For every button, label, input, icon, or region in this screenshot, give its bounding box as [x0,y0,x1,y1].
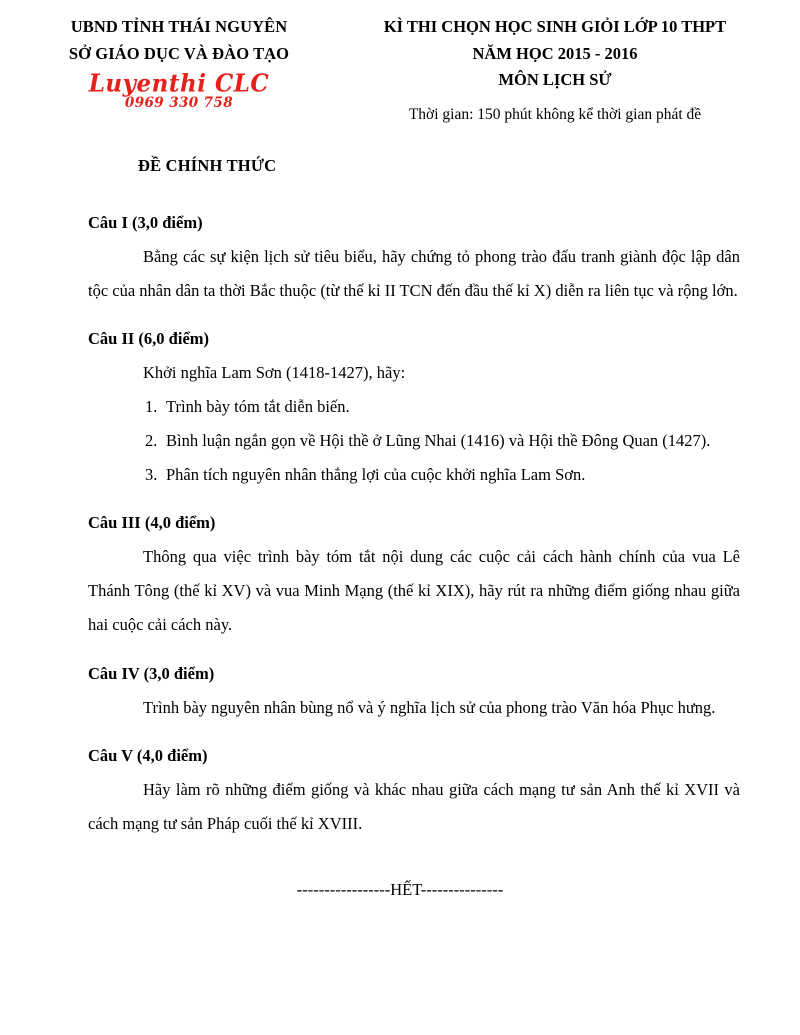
question-title: Câu I (3,0 điểm) [88,212,203,232]
official-exam-label: ĐỀ CHÍNH THỨC [138,155,277,175]
document-header [0,0,800,128]
sub-item-text: Phân tích nguyên nhân thắng lợi của cuộc khởi nghĩa Lam Sơn. [166,464,586,484]
question-paragraph: Bằng các sự kiện lịch sử tiêu biểu, hãy chứng tỏ phong trào đấu tranh giành độc lập dân tộc của nhân dân ta thời Bắc thuộc (từ thế kỉ II TCN đến đầu thế kỉ X) diễn ra liên tục và rộng lớn. [88,246,740,300]
question-paragraph: Thông qua việc trình bày tóm tắt nội dung các cuộc cải cách hành chính của vua Lê Thánh Tông (thế kỉ XV) và vua Minh Mạng (thế kỉ XIX), hãy rút ra những điểm giống nhau giữa hai cuộc cải cách này. [88,547,740,634]
authority-line-1: UBND TỈNH THÁI NGUYÊN [70,17,288,36]
question-title: Câu III (4,0 điểm) [88,513,216,533]
end-of-exam-marker: -----------------HẾT--------------- [296,879,504,899]
question-intro: Khởi nghĩa Lam Sơn (1418-1427), hãy: [143,363,406,383]
question-sub-item [88,458,740,492]
logo-phone-number: 0969 330 758 [124,95,234,112]
question-block [88,322,740,491]
sub-item-text: Trình bày tóm tắt diễn biến. [166,397,350,417]
sub-item-number: 1. [145,397,158,417]
questions-container [0,206,800,841]
question-paragraph: Hãy làm rõ những điểm giống và khác nhau giữa cách mạng tư sản Anh thế kỉ XVII và cách mạng tư sản Pháp cuối thế kỉ XVIII. [88,780,740,833]
question-sub-item [88,424,740,458]
exam-title-line-2: NĂM HỌC 2015 - 2016 [472,43,638,63]
question-block [88,206,740,307]
luyenthi-clc-logo [18,69,340,112]
question-paragraph: Trình bày nguyên nhân bùng nổ và ý nghĩa lịch sử của phong trào Văn hóa Phục hưng. [143,697,716,717]
exam-duration-note: Thời gian: 150 phút không kể thời gian phát đề [408,106,702,124]
authority-line-2: SỞ GIÁO DỤC VÀ ĐÀO TẠO [68,43,290,63]
sub-item-number: 2. [145,430,158,450]
exam-title-line-1: KÌ THI CHỌN HỌC SINH GIỎI LỚP 10 THPT [383,17,727,36]
question-block [88,506,740,641]
question-block [88,657,740,725]
exam-subject: MÔN LỊCH SỬ [498,70,612,90]
question-sub-items [88,390,740,491]
sub-item-number: 3. [145,464,158,484]
question-title: Câu IV (3,0 điểm) [88,663,215,683]
header-exam-title [340,14,780,128]
sub-item-text: Bình luận ngắn gọn về Hội thề ở Lũng Nhai (1416) và Hội thề Đông Quan (1427). [166,430,711,450]
question-block [88,739,740,840]
logo-brand-name: Luyenthi CLC [88,69,270,99]
question-title: Câu V (4,0 điểm) [88,746,208,766]
header-issuing-authority [0,14,340,111]
question-sub-item [88,390,740,424]
question-title: Câu II (6,0 điểm) [88,329,210,349]
